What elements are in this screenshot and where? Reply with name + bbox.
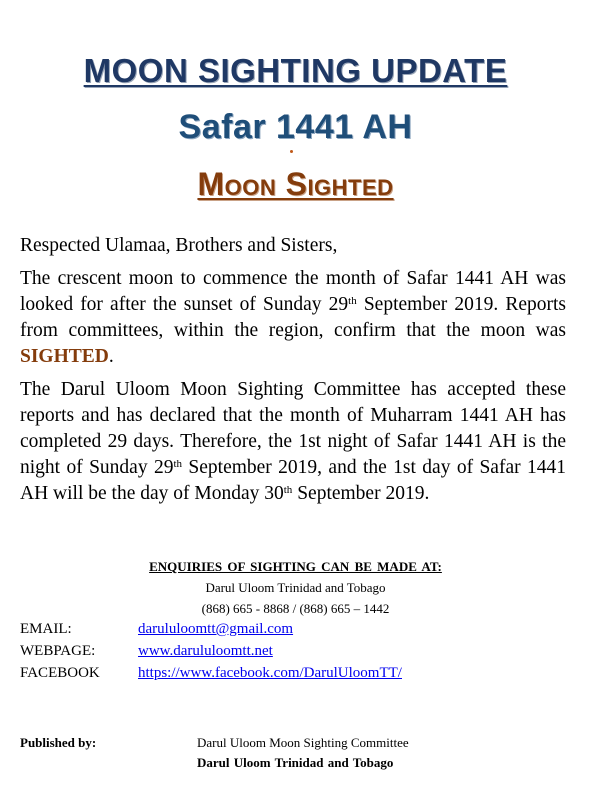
greeting: Respected Ulamaa, Brothers and Sisters, <box>20 235 338 256</box>
para1-text-3: . <box>108 346 114 367</box>
facebook-link[interactable]: https://www.facebook.com/DarulUloomTT/ <box>138 665 402 681</box>
publisher-organization: Darul Uloom Trinidad and Tobago <box>197 755 394 770</box>
status-heading: Moon Sighted <box>197 166 394 202</box>
enquiries-phone-numbers: (868) 665 - 8868 / (868) 665 – 1442 <box>201 601 390 616</box>
decorative-dot <box>290 150 293 153</box>
para2-ordinal-1: th <box>173 458 183 470</box>
publisher-committee: Darul Uloom Moon Sighting Committee <box>197 735 409 750</box>
email-link[interactable]: darululoomtt@gmail.com <box>138 621 294 637</box>
para1-ordinal-1: th <box>348 295 357 307</box>
para2-ordinal-2: th <box>283 484 293 496</box>
announcement-paragraph-2 <box>20 377 566 507</box>
page-title: MOON SIGHTING UPDATE <box>83 52 508 89</box>
announcement-paragraph-1 <box>20 266 566 370</box>
webpage-link[interactable]: www.darululoomtt.net <box>138 643 273 659</box>
para2-text-1: The Darul Uloom Moon Sighting Committee has accepted these reports and has declared that the month of Muharram 1441 AH has completed 29 days. Therefore, the 1st night of Safar 1441 AH is the night of Sunday 29 <box>20 379 566 478</box>
enquiries-heading: ENQUIRIES OF SIGHTING CAN BE MADE AT: <box>149 559 442 574</box>
webpage-label: WEBPAGE: <box>20 643 96 659</box>
para2-text-3: September 2019. <box>292 483 430 504</box>
para1-text-2: September 2019. Reports from committees, within the region, confirm that the moon was <box>20 294 566 341</box>
email-label: EMAIL: <box>20 621 72 637</box>
sighted-emphasis: SIGHTED <box>20 346 109 367</box>
month-heading: Safar 1441 AH <box>178 108 413 146</box>
enquiries-organization: Darul Uloom Trinidad and Tobago <box>205 580 386 595</box>
para2-text-2: September 2019, and the 1st day of Safar 1441 AH will be the day of Monday 30 <box>20 457 566 504</box>
facebook-label: FACEBOOK <box>20 665 100 681</box>
published-by-label: Published by: <box>20 735 97 750</box>
para1-text-1: The crescent moon to commence the month of Safar 1441 AH was looked for after the sunset of Sunday 29 <box>20 268 566 315</box>
